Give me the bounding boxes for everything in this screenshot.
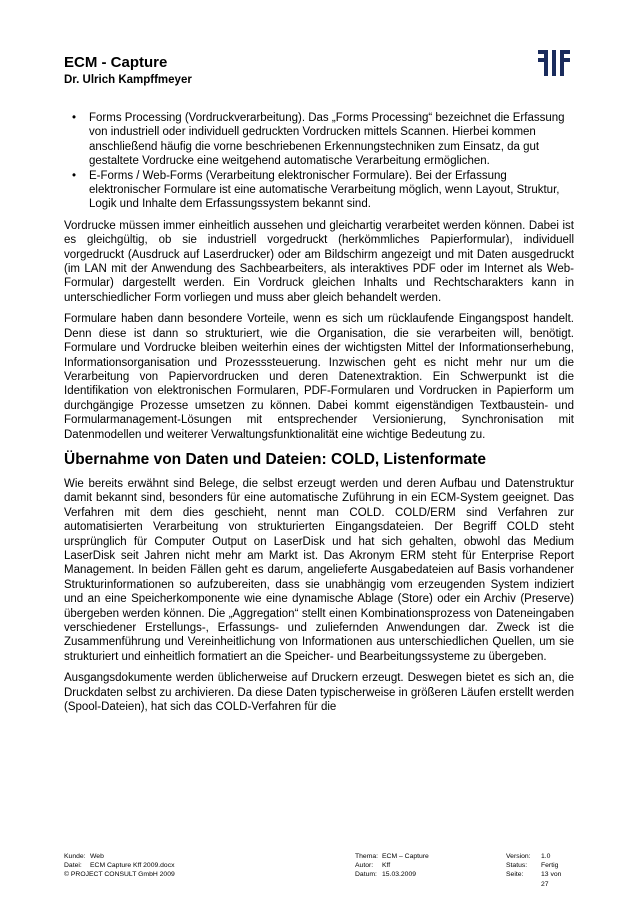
project-consult-logo-icon bbox=[538, 50, 570, 76]
footer-left-column bbox=[64, 852, 175, 880]
footer-label: Version: bbox=[506, 853, 531, 860]
bullet-list bbox=[64, 111, 574, 212]
body-paragraph: Formulare haben dann besondere Vorteile, wenn es sich um rücklaufende Eingangspost handelt. Denn diese ist dann so strukturiert, wie die Organisation, die sie verarbeiten will, benötigt. Formulare und Vordrucke bleiben weiterhin eines der wichtigsten Mittel der Informationserhebung, Informationsorganisation und Prozesssteuerung. Inzwischen geht es nicht mehr nur um die Verarbeitung von Papiervordrucken und deren Datenextraktion. Ein Schwerpunkt ist die Identifikation von elektronischen Formularen, PDF-Formularen und Vordrucken in Papierform um durchgängige Prozesse umsetzen zu können. Dabei kommt eigenständigen Textbaustein- und Formularmanagement-Lösungen mit entsprechender Versionierung, Synchronisation mit Datenmodellen und weiterer Verwaltungsfunktionalität eine wichtige Bedeutung zu. bbox=[64, 313, 574, 441]
body-paragraph: Wie bereits erwähnt sind Belege, die selbst erzeugt werden und deren Aufbau und Datenstruktur damit bekannt sind, besonders für eine automatische Zuführung in ein ECM-System geeignet. Das Verfahren mit dem dies geschieht, nennt man COLD. COLD/ERM sind Verfahren zur automatisierten Verarbeitung von strukturierten Eingangsdateien. Der Begriff COLD steht ursprünglich für Computer Output on LaserDisk und hat sich gehalten, obwohl das Medium LaserDisk seit Jahren nicht mehr am Markt ist. Das Akronym ERM steht für Enterprise Report Management. In beiden Fällen geht es darum, angelieferte Ausgabedateien auf Basis vorhandener Strukturinformationen so aufzubereiten, dass sie unabhängig vom erzeugenden System indiziert und an eine Speicherkomponente wie eine dynamische Ablage (Store) oder ein Archiv (Preserve) übergeben werden können. Die „Aggregation“ stellt einen Kombinationsprozess von Dateneingaben verschiedener Erstellungs-, Erfassungs- und zuliefernden Anwendungen dar. Zweck ist die Zusammenführung und Vereinheitlichung von Informationen aus unterschiedlichen Quellen, um sie strukturiert und einheitlich formatiert an die Speicher- und Bearbeitungssysteme zu übergeben. bbox=[64, 477, 574, 663]
footer-value: Kff bbox=[382, 862, 391, 870]
footer-middle-column bbox=[355, 852, 429, 880]
document-author: Dr. Ulrich Kampffmeyer bbox=[64, 74, 192, 86]
footer-label: Datei: bbox=[64, 862, 82, 870]
footer-copyright: © PROJECT CONSULT GmbH 2009 bbox=[64, 871, 175, 879]
list-item: • E-Forms / Web-Forms (Verarbeitung elektronischer Formulare). Bei der Erfassung elektronischer Formulare ist eine automatische Verarbeitung möglich, wenn Layout, Struktur, Logik und Inhalte dem Erfassungssystem bekannt sind. bbox=[89, 169, 574, 212]
footer-value: 1.0 bbox=[541, 853, 551, 860]
footer-right-column bbox=[506, 852, 569, 889]
body-paragraph: Ausgangsdokumente werden üblicherweise auf Druckern erzeugt. Deswegen bietet es sich an, die Druckdaten selbst zu archivieren. Da diese Daten typischerweise in größeren Läufen erstellt werden (Spool-Dateien), hat sich das COLD-Verfahren für die bbox=[64, 672, 574, 714]
footer-label: Status: bbox=[506, 862, 528, 870]
document-title: ECM - Capture bbox=[64, 54, 168, 71]
footer-label: Seite: bbox=[506, 871, 524, 879]
footer-value: ECM – Capture bbox=[382, 853, 429, 860]
footer-label: Kunde: bbox=[64, 853, 86, 860]
footer-label: Datum: bbox=[355, 871, 377, 879]
footer-value: 15.03.2009 bbox=[382, 871, 417, 879]
document-body bbox=[64, 111, 574, 714]
section-heading: Übernahme von Daten und Dateien: COLD, Listenformate bbox=[64, 450, 486, 468]
body-paragraph: Vordrucke müssen immer einheitlich aussehen und gleichartig verarbeitet werden können. Dabei ist es gleichgültig, ob sie industriell vorgedruckt (herkömmliches Papierformular), individuell vorgedruckt (Ausdruck auf Laserdrucker) oder am Bildschirm angezeigt und mit Daten ausgedruckt (im LAN mit der Anwendung des Sachbearbeiters, als interaktives PDF oder im Internet als Web-Formular) dargestellt werden. Ein Vordruck gleichen Inhalts und Rechtscharakters kann in unterschiedlicher Form vorliegen und muss aber gleich behandelt werden. bbox=[64, 219, 574, 304]
footer-label: Autor: bbox=[355, 862, 374, 870]
footer-value: ECM Capture Kff 2009.docx bbox=[90, 862, 175, 870]
footer-value: Fertig bbox=[541, 862, 559, 870]
footer-value: 13 von 27 bbox=[541, 871, 562, 888]
footer-label: Thema: bbox=[355, 853, 379, 860]
footer-value: Web bbox=[90, 853, 104, 860]
list-item: • Forms Processing (Vordruckverarbeitung). Das „Forms Processing“ bezeichnet die Erfassung von industriell oder individuell gedruckten Vordrucken mittels Scannen. Hierbei kommen anschließend häufig die vorne beschriebenen Erkennungstechniken zum Einsatz, da gut gestaltete Vordrucke eine weitgehend automatische Verarbeitung ermöglichen. bbox=[89, 111, 574, 169]
